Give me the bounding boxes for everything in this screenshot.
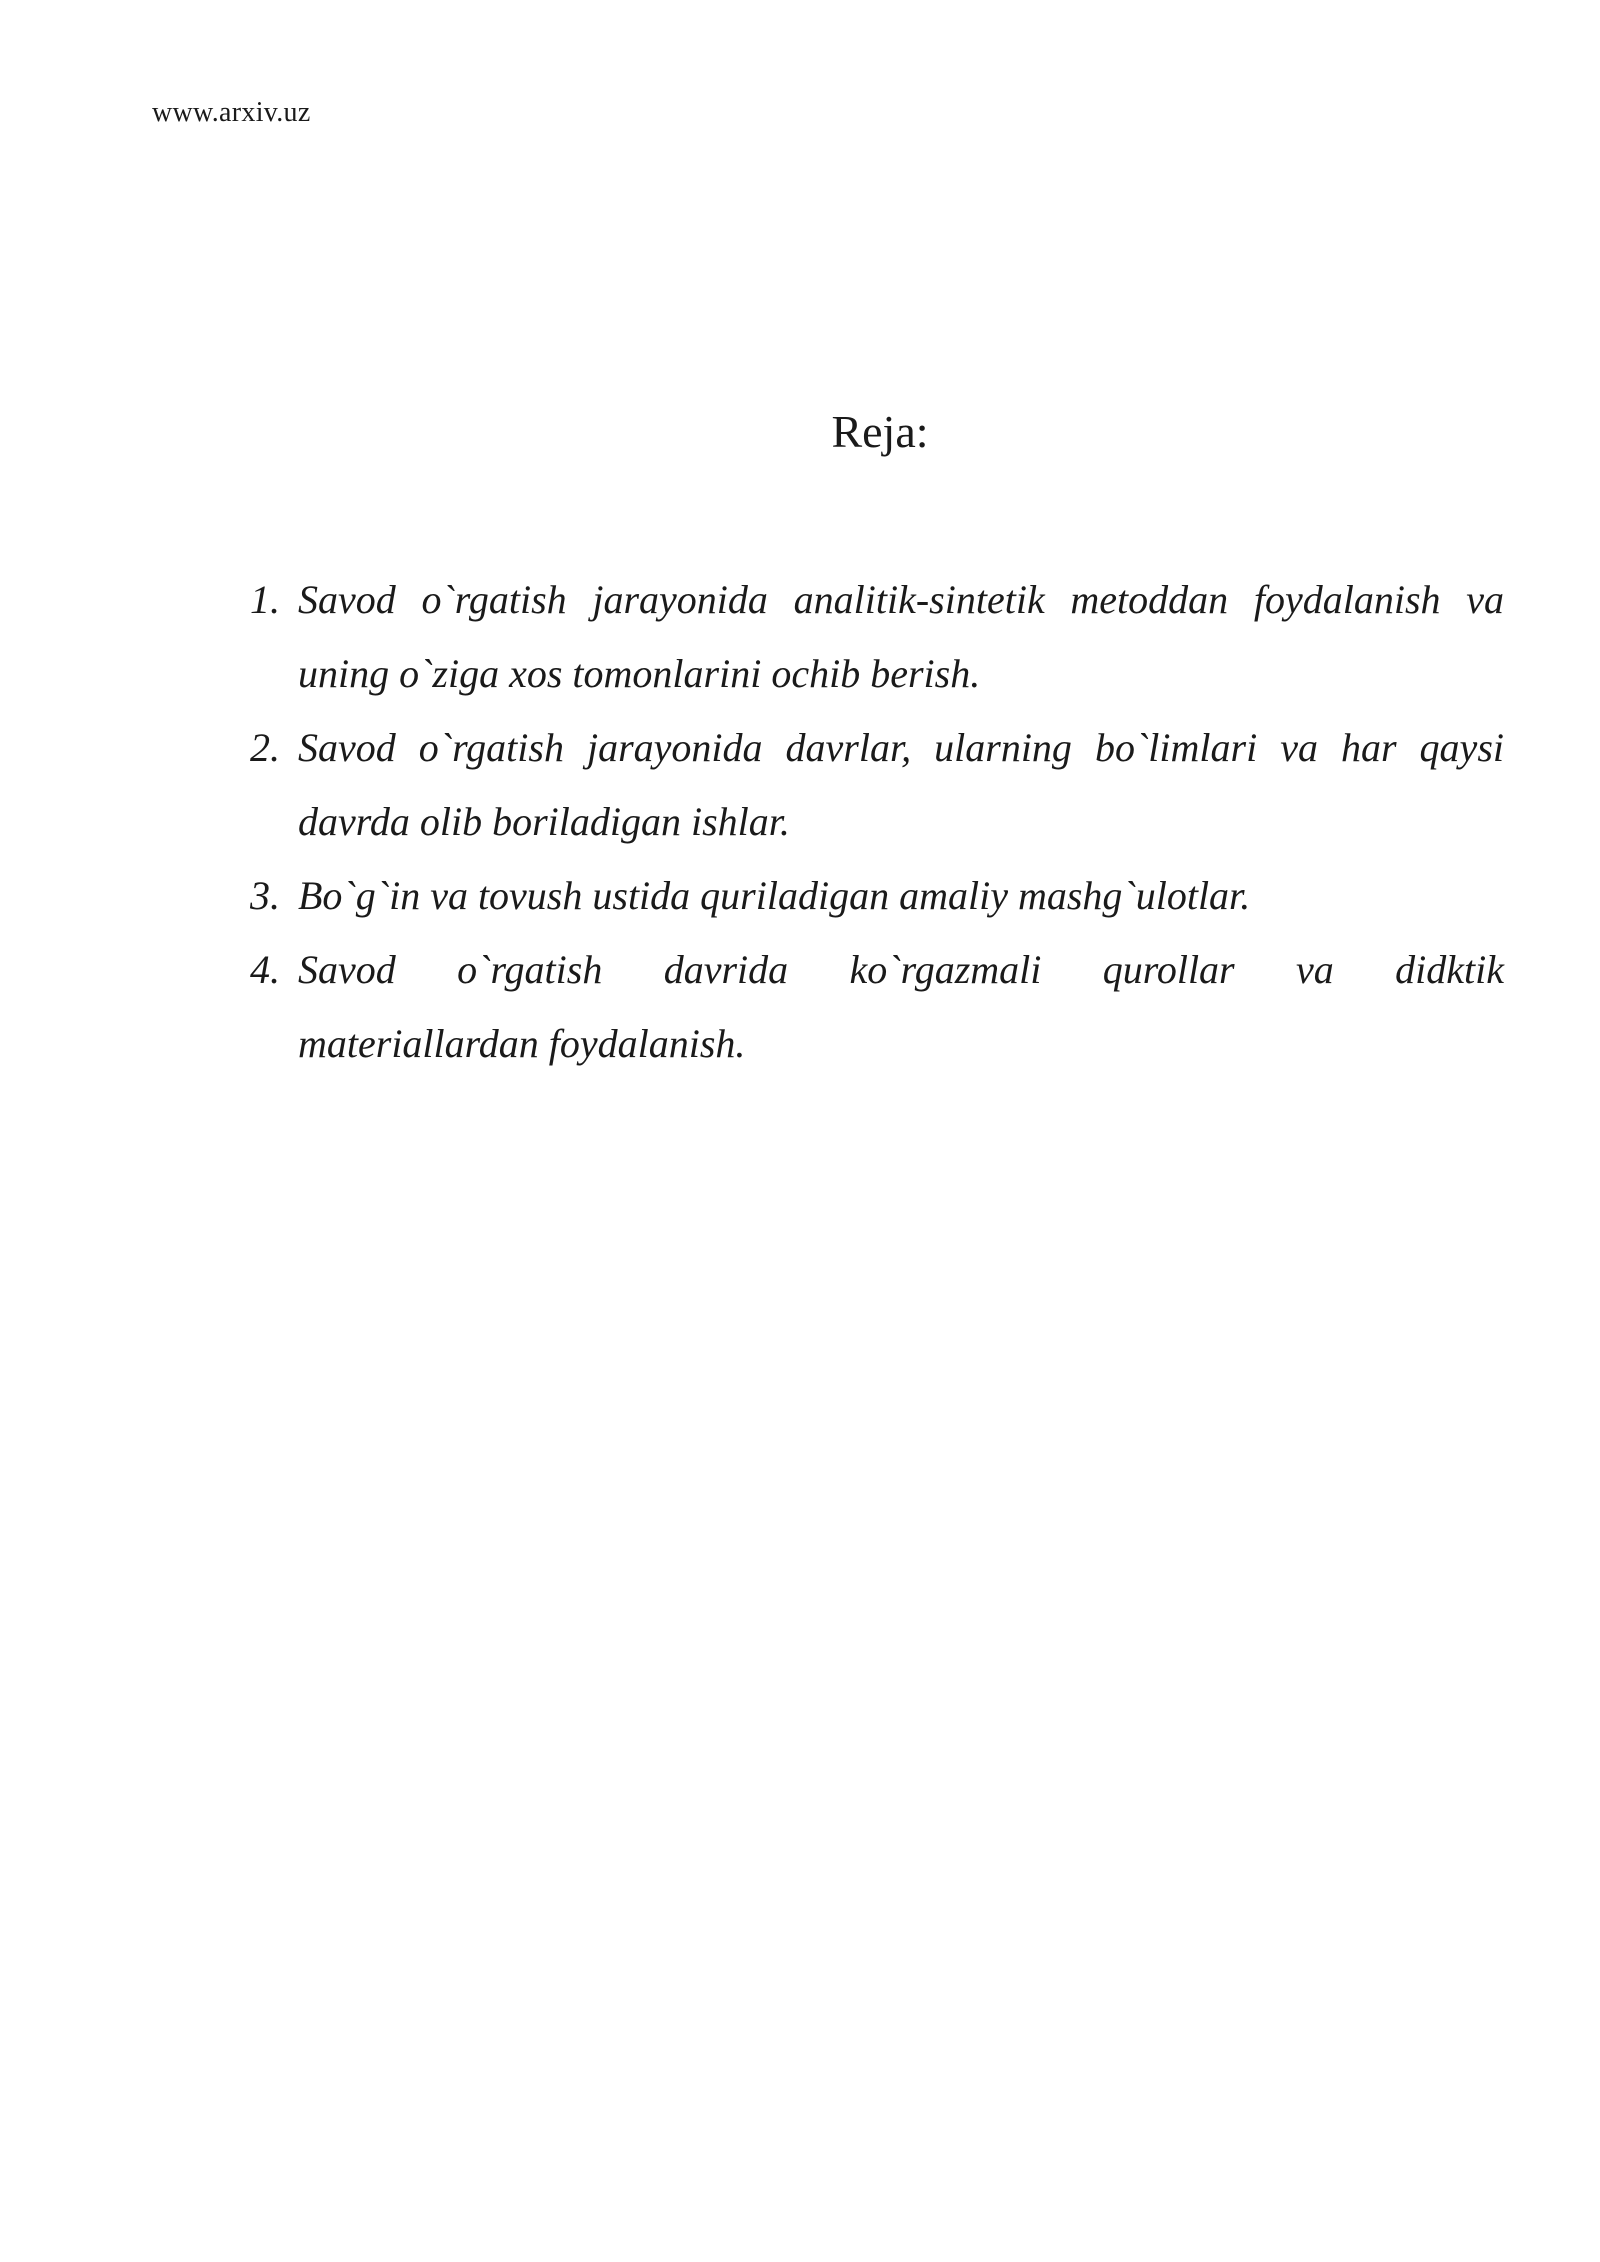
page-title: Reja: (831, 406, 929, 457)
list-item-text: Savod o`rgatish jarayonida analitik-sintetik metoddan foydalanish va uning o`ziga xos tomonlarini ochib berish. (298, 577, 1504, 696)
list-item-number: 3. (250, 873, 280, 918)
list-item-number: 1. (250, 577, 280, 622)
list-item-text-line: materiallardan foydalanish. (298, 1021, 746, 1066)
site-url: www.arxiv.uz (152, 97, 311, 128)
list-item-text: Savod o`rgatish jarayonida davrlar, ularning bo`limlari va har qaysi davrda olib boriladigan ishlar. (298, 725, 1504, 844)
list-item (250, 711, 1504, 859)
list-item-text-line: Savod o`rgatish davrida ko`rgazmali qurollar va didktik (298, 947, 1504, 992)
list-item (250, 563, 1504, 711)
list-item (250, 933, 1504, 1081)
list-item-number: 2. (250, 725, 280, 770)
list-item-text: Bo`g`in va tovush ustida quriladigan amaliy mashg`ulotlar. (298, 873, 1251, 918)
list-item (250, 859, 1504, 933)
plan-list (250, 563, 1504, 1081)
list-item-number: 4. (250, 947, 280, 992)
